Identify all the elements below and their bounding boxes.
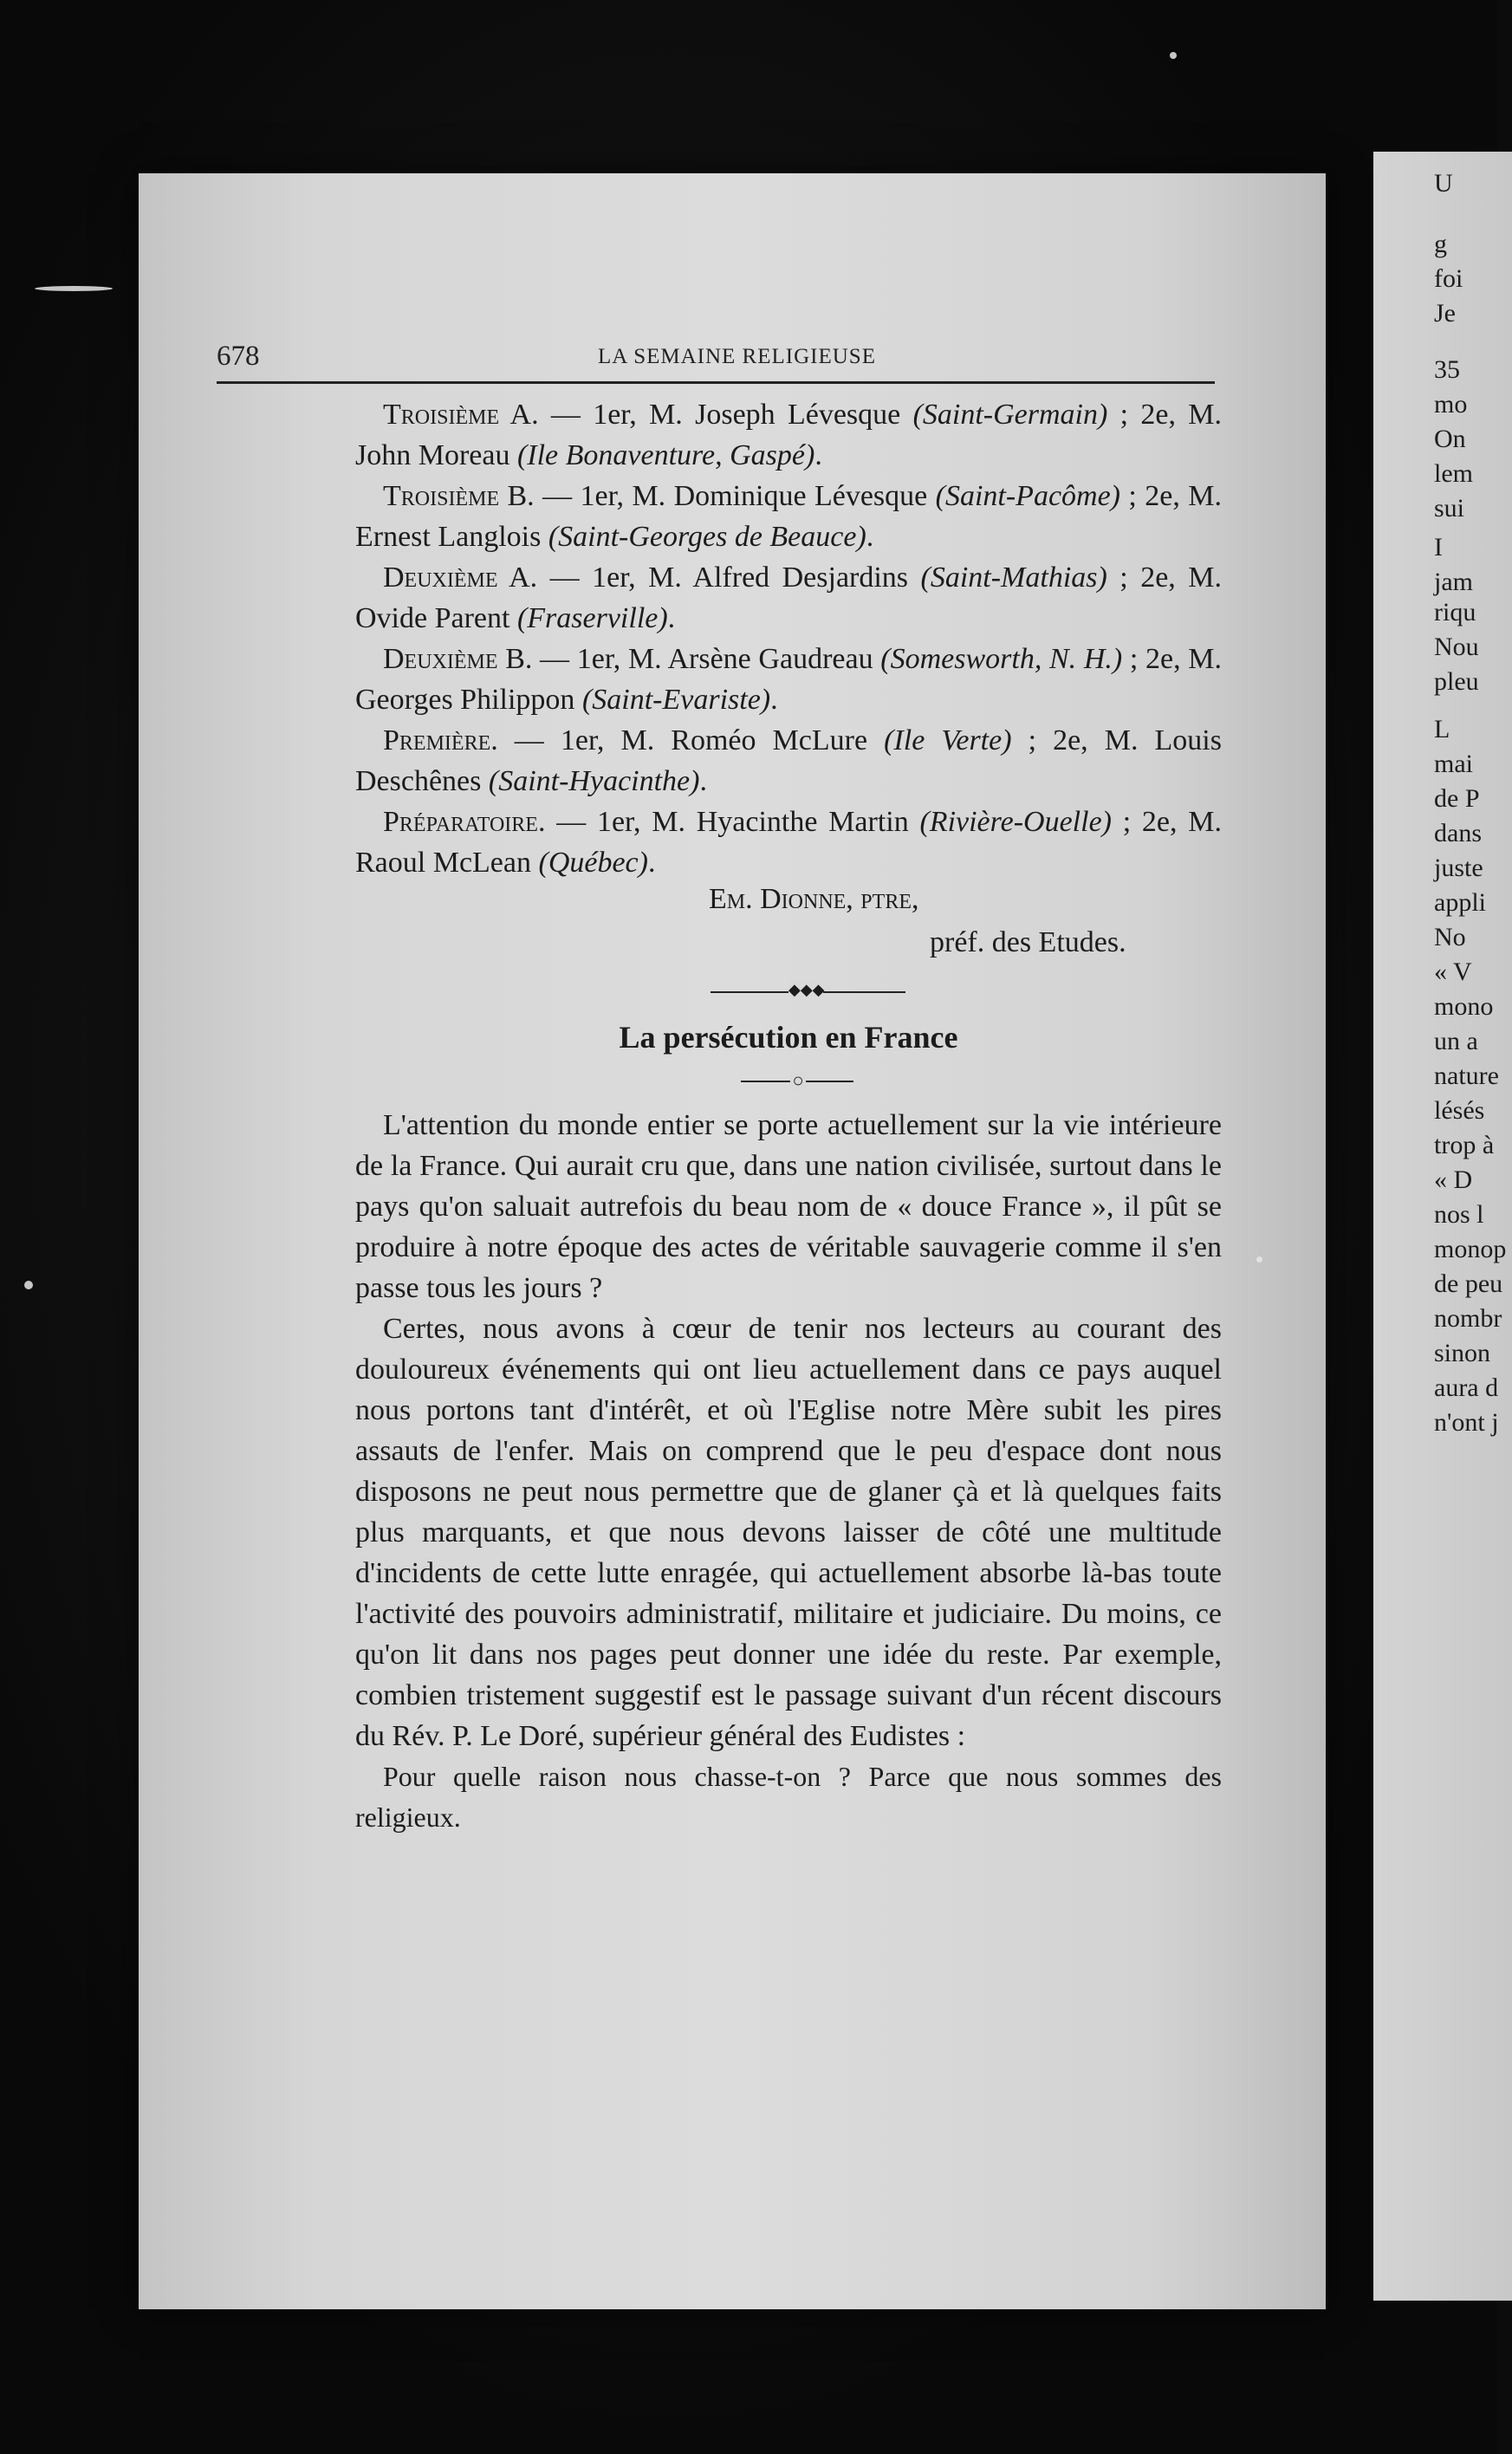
award-place: (Saint-Germain): [912, 399, 1108, 431]
film-dust: [1170, 52, 1177, 59]
facing-page-text: nombr: [1434, 1304, 1502, 1333]
film-dust: [24, 1281, 33, 1289]
award-class: Deuxième B.: [383, 643, 533, 675]
award-class: Troisième B.: [383, 480, 535, 512]
facing-page-text: aura d: [1434, 1373, 1499, 1402]
facing-page-text: trop à: [1434, 1131, 1495, 1159]
facing-page-text: No: [1434, 923, 1466, 951]
award-text: .: [647, 847, 656, 879]
award-place: (Saint-Evariste): [581, 684, 771, 716]
awards-list: [355, 394, 1222, 883]
facing-page-text: g: [1434, 230, 1447, 258]
award-entry: [355, 476, 1222, 557]
article-paragraph: Certes, nous avons à cœur de tenir nos lecteurs au courant des douloureux événements qui ont lieu actuellement dans ce pays auquel nous portons tant d'intérêt, et où l'Eglise notre Mère subit les pires assauts de l'enfer. Mais on comprend que le peu d'espace dont nous disposons ne peut nous permettre que de glaner çà et là quelques faits plus marquants, et que nous devons laisser de côté une multitude d'incidents de cette lutte enragée, qui actuellement absorbe là-bas toute l'activité des pouvoirs administratif, militaire et judiciaire. Du moins, ce qu'on lit dans nos pages peut donner une idée du reste. Par exemple, combien tristement suggestif est le passage suivant d'un récent discours du Rév. P. Le Doré, supérieur général des Eudistes :: [355, 1313, 1222, 1752]
award-entry: [355, 394, 1222, 476]
award-entry: [355, 720, 1222, 802]
facing-page-text: riqu: [1434, 598, 1476, 626]
award-place: (Québec): [538, 847, 648, 879]
facing-page-text: mo: [1434, 390, 1468, 419]
facing-page-text: mono: [1434, 992, 1494, 1021]
award-text: — 1er, M. Roméo McLure: [497, 724, 885, 756]
facing-page-text: « D: [1434, 1165, 1473, 1194]
facing-page-text: un a: [1434, 1027, 1478, 1055]
quoted-passage: Pour quelle raison nous chasse-t-on ? Parce que nous sommes des religieux.: [355, 1761, 1222, 1833]
facing-page-text: de P: [1434, 784, 1480, 813]
award-place: (Fraserville): [516, 602, 668, 634]
facing-page-text: de peu: [1434, 1269, 1503, 1298]
facing-page-text: pleu: [1434, 667, 1479, 696]
facing-page-text: jam: [1434, 568, 1473, 596]
award-text: ; 2e, M. Louis Deschênes: [355, 724, 1222, 797]
award-place: (Ile Bonaventure, Gaspé): [516, 439, 815, 471]
award-entry: [355, 802, 1222, 883]
award-class: Première.: [383, 724, 498, 756]
award-text: ; 2e, M. Raoul McLean: [355, 806, 1222, 879]
award-text: — 1er, M. Dominique Lévesque: [534, 480, 936, 512]
award-class: Préparatoire.: [383, 806, 546, 838]
facing-page-text: nos l: [1434, 1200, 1484, 1229]
title-divider: [355, 1061, 1222, 1105]
section-divider: [355, 970, 1222, 1013]
facing-page-text: U: [1434, 169, 1453, 198]
award-text: ; 2e, M. Ernest Langlois: [355, 480, 1222, 553]
facing-page-text: « V: [1434, 958, 1472, 986]
signature-name: Em. Dionne, ptre,: [709, 883, 919, 915]
award-class: Deuxième A.: [383, 562, 538, 594]
facing-page-text: On: [1434, 425, 1466, 453]
journal-title: LA SEMAINE RELIGIEUSE: [598, 345, 876, 368]
film-dust: [1256, 1256, 1262, 1263]
award-class: Troisième A.: [383, 399, 539, 431]
award-text: — 1er, M. Arsène Gaudreau: [532, 643, 881, 675]
signature: [355, 883, 1222, 970]
award-place: (Saint-Mathias): [920, 562, 1107, 594]
circle-ornament-icon: ○: [790, 1071, 806, 1090]
facing-page-text: sinon: [1434, 1339, 1491, 1367]
facing-page-text: lem: [1434, 459, 1473, 488]
award-place: (Somesworth, N. H.): [880, 643, 1123, 675]
award-text: .: [866, 521, 874, 553]
facing-page-text: Je: [1434, 299, 1456, 328]
award-text: .: [699, 765, 707, 797]
facing-page-text: I: [1434, 533, 1443, 562]
facing-page-text: mai: [1434, 750, 1473, 778]
award-text: ; 2e, M. John Moreau: [355, 399, 1223, 471]
article-title: La persécution en France: [619, 1020, 958, 1055]
facing-page-text: sui: [1434, 494, 1465, 523]
facing-page-text: dans: [1434, 819, 1482, 847]
award-text: — 1er, M. Alfred Desjardins: [537, 562, 921, 594]
signature-role: préf. des Etudes.: [930, 926, 1126, 958]
facing-page-text: juste: [1434, 854, 1483, 882]
award-text: .: [667, 602, 676, 634]
facing-page-text: lésés: [1434, 1096, 1485, 1125]
film-scratch: [35, 286, 113, 291]
facing-page-text: nature: [1434, 1061, 1499, 1090]
award-entry: [355, 557, 1222, 639]
facing-page-text: n'ont j: [1434, 1408, 1499, 1437]
award-text: .: [770, 684, 778, 716]
award-text: ; 2e, M. Georges Philippon: [355, 643, 1222, 716]
article-paragraph: L'attention du monde entier se porte actuellement sur la vie intérieure de la France. Qui aurait cru que, dans une nation civilisée, surtout dans le pays qu'on saluait autrefois du beau nom de « douce France », il pût se produire à notre époque des actes de véritable sauvagerie comme il s'en passe tous les jours ?: [355, 1109, 1222, 1304]
page-body: [355, 394, 1222, 1838]
award-text: .: [814, 439, 822, 471]
facing-page-text: L: [1434, 715, 1450, 743]
award-text: — 1er, M. Joseph Lévesque: [538, 399, 913, 431]
award-place: (Saint-Pacôme): [935, 480, 1121, 512]
award-text: — 1er, M. Hyacinthe Martin: [545, 806, 920, 838]
award-place: (Saint-Georges de Beauce): [548, 521, 866, 553]
facing-page-text: 35: [1434, 355, 1460, 384]
running-head: [217, 329, 1215, 384]
award-place: (Rivière-Ouelle): [919, 806, 1112, 838]
facing-page-fragment: [1373, 152, 1512, 2301]
award-place: (Ile Verte): [884, 724, 1012, 756]
facing-page-text: foi: [1434, 264, 1463, 293]
divider-ornament-icon: ◆◆◆: [788, 981, 825, 998]
facing-page-text: monop: [1434, 1235, 1507, 1263]
facing-page-text: appli: [1434, 888, 1486, 917]
award-entry: [355, 639, 1222, 720]
facing-page-text: Nou: [1434, 633, 1479, 661]
award-place: (Saint-Hyacinthe): [488, 765, 700, 797]
award-text: ; 2e, M. Ovide Parent: [355, 562, 1222, 634]
page-number: 678: [217, 341, 260, 372]
